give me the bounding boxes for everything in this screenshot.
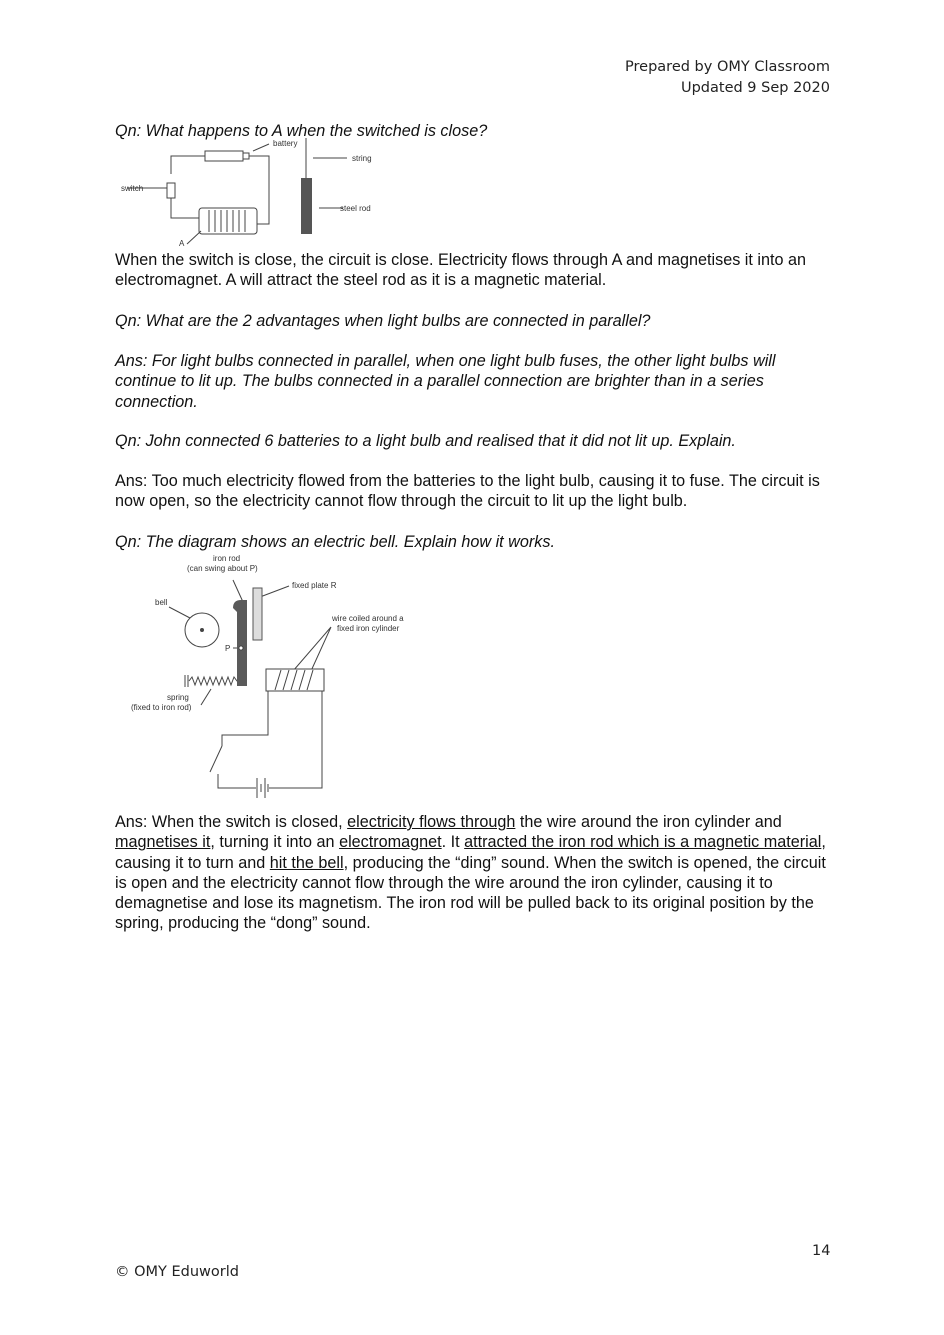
label-wire-coiled-1: wire coiled around a <box>332 614 404 623</box>
answer-4-underlined: electromagnet <box>339 833 442 852</box>
answer-4 <box>115 812 835 934</box>
answer-4-underlined: attracted the iron rod which is a magnetic material <box>464 833 822 852</box>
iron-rod <box>233 600 247 686</box>
answer-4-part: , producing the “ding” sound. When the switch is opened, the circuit is open and the electricity cannot flow through the wire around the iron cylinder, causing it to demagnetise and lose its magnetism. The iron rod will be pulled back to its original position by the spring, producing the “dong” sound. <box>115 853 826 933</box>
label-spring: spring <box>167 693 189 702</box>
answer-1: When the switch is close, the circuit is close. Electricity flows through A and magnetises it into an electromagnet. A will attract the steel rod as it is a magnetic material. <box>115 251 806 290</box>
updated-date: Updated 9 Sep 2020 <box>680 80 830 96</box>
fixed-plate-r <box>253 588 262 640</box>
answer-2: Ans: For light bulbs connected in parallel, when one light bulb fuses, the other light bulbs will continue to lit up. The bulbs connected in a parallel connection are brighter than in a series connection. <box>115 352 776 411</box>
prepared-by: Prepared by OMY Classroom <box>625 59 830 75</box>
label-iron-rod-note: (can swing about P) <box>187 564 258 573</box>
label-string: string <box>352 154 372 163</box>
answer-4-underlined: magnetises it <box>115 833 211 852</box>
answer-4-underlined: hit the bell <box>269 853 344 872</box>
label-fixed-plate: fixed plate R <box>292 581 337 590</box>
steel-rod <box>301 178 312 234</box>
label-battery: battery <box>273 139 298 148</box>
label-p: P <box>225 644 231 653</box>
electric-bell-diagram <box>115 550 435 808</box>
label-iron-rod: iron rod <box>213 554 241 563</box>
answer-4-underlined: electricity flows through <box>347 813 516 831</box>
label-wire-coiled-2: fixed iron cylinder <box>337 624 400 633</box>
answer-4-part: , turning it into an <box>210 833 340 852</box>
footer-copyright: © OMY Eduworld <box>115 1264 239 1280</box>
label-switch: switch <box>121 184 144 193</box>
label-a: A <box>179 239 185 248</box>
label-spring-note: (fixed to iron rod) <box>131 703 192 712</box>
answer-4-part: Ans: When the switch is closed, <box>115 813 348 831</box>
question-4: Qn: The diagram shows an electric bell. Explain how it works. <box>115 533 555 551</box>
label-steel-rod: steel rod <box>340 204 371 213</box>
answer-4-part: the wire around the iron cylinder and <box>515 813 782 831</box>
question-2: Qn: What are the 2 advantages when light bulbs are connected in parallel? <box>115 312 651 330</box>
question-3: Qn: John connected 6 batteries to a light bulb and realised that it did not lit up. Explain. <box>115 432 736 450</box>
answer-3: Ans: Too much electricity flowed from the batteries to the light bulb, causing it to fuse. The circuit is now open, so the electricity cannot flow through the circuit to lit up the light bulb. <box>115 472 820 511</box>
label-bell: bell <box>155 598 168 607</box>
question-1: Qn: What happens to A when the switched is close? <box>115 122 488 140</box>
page-number: 14 <box>812 1243 831 1259</box>
electromagnet-circuit-diagram <box>115 138 385 250</box>
answer-4-part: . It <box>441 833 465 852</box>
page-header <box>625 57 830 99</box>
answer-4-part: , causing it to turn and <box>115 833 826 872</box>
